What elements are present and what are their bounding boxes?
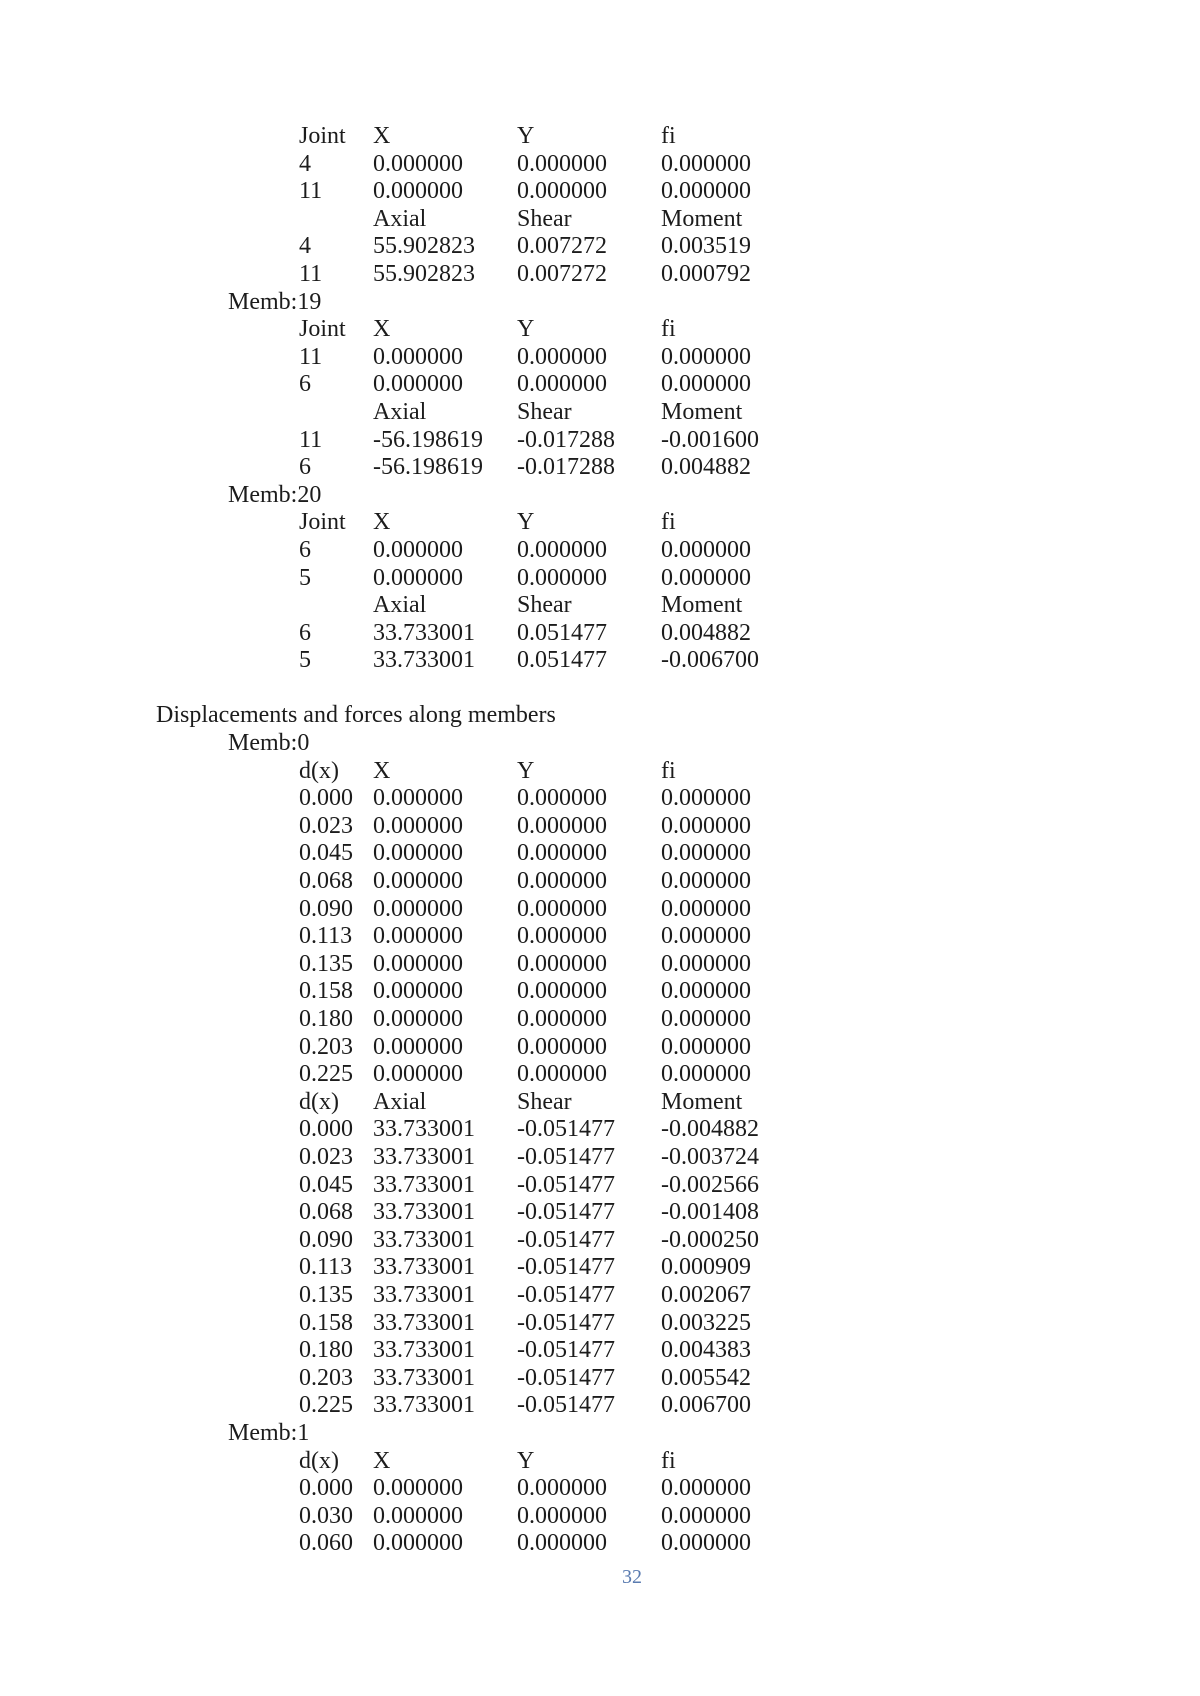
shear-cell: -0.051477	[517, 1143, 615, 1170]
member-heading	[0, 1420, 1200, 1448]
position-cell: 0.023	[299, 812, 353, 839]
x-cell: 0.000000	[373, 812, 463, 839]
column-header: Axial	[373, 398, 427, 425]
axial-cell: -56.198619	[373, 426, 483, 453]
moment-cell: 0.000909	[661, 1254, 751, 1281]
force-row	[0, 233, 1200, 261]
fi-cell: 0.000000	[661, 950, 751, 977]
fi-cell: 0.000000	[661, 978, 751, 1005]
position-cell: 0.203	[299, 1364, 353, 1391]
column-header-row	[0, 592, 1200, 620]
position-cell: 0.000	[299, 785, 353, 812]
position-cell: 0.158	[299, 978, 353, 1005]
axial-cell: 33.733001	[373, 1116, 475, 1143]
displacement-row	[0, 565, 1200, 593]
displacement-row	[0, 1006, 1200, 1034]
axial-cell: 33.733001	[373, 1364, 475, 1391]
y-cell: 0.000000	[517, 1502, 607, 1529]
column-header: X	[373, 1447, 391, 1474]
moment-cell: -0.001600	[661, 426, 759, 453]
y-cell: 0.000000	[517, 343, 607, 370]
column-header: Moment	[661, 205, 743, 232]
moment-cell: 0.000792	[661, 260, 751, 287]
axial-cell: 33.733001	[373, 1171, 475, 1198]
force-row	[0, 1337, 1200, 1365]
x-cell: 0.000000	[373, 1033, 463, 1060]
force-row	[0, 1282, 1200, 1310]
fi-cell: 0.000000	[661, 1502, 751, 1529]
y-cell: 0.000000	[517, 371, 607, 398]
shear-cell: 0.051477	[517, 647, 607, 674]
moment-cell: -0.002566	[661, 1171, 759, 1198]
axial-cell: 33.733001	[373, 1392, 475, 1419]
member-heading	[0, 482, 1200, 510]
y-cell: 0.000000	[517, 785, 607, 812]
moment-cell: -0.000250	[661, 1226, 759, 1253]
section-title-line	[0, 702, 1200, 730]
column-header: Shear	[517, 1088, 572, 1115]
force-row	[0, 1227, 1200, 1255]
position-cell: 0.203	[299, 1033, 353, 1060]
column-header: Axial	[373, 592, 427, 619]
position-cell: 0.000	[299, 1475, 353, 1502]
force-row	[0, 1172, 1200, 1200]
y-cell: 0.000000	[517, 178, 607, 205]
position-cell: 5	[299, 647, 311, 674]
axial-cell: 33.733001	[373, 1337, 475, 1364]
fi-cell: 0.000000	[661, 840, 751, 867]
displacement-row	[0, 1034, 1200, 1062]
member-heading	[0, 730, 1200, 758]
shear-cell: 0.051477	[517, 619, 607, 646]
position-cell: 11	[299, 178, 323, 205]
y-cell: 0.000000	[517, 868, 607, 895]
shear-cell: -0.051477	[517, 1337, 615, 1364]
column-header: X	[373, 509, 391, 536]
position-cell: 4	[299, 150, 311, 177]
column-header: Shear	[517, 592, 572, 619]
fi-cell: 0.000000	[661, 1033, 751, 1060]
y-cell: 0.000000	[517, 923, 607, 950]
displacement-row	[0, 978, 1200, 1006]
member-results-document	[0, 123, 1200, 1558]
displacement-row	[0, 868, 1200, 896]
x-cell: 0.000000	[373, 868, 463, 895]
x-cell: 0.000000	[373, 536, 463, 563]
fi-cell: 0.000000	[661, 1006, 751, 1032]
y-cell: 0.000000	[517, 536, 607, 563]
displacement-row	[0, 344, 1200, 372]
displacement-row	[0, 1530, 1200, 1558]
position-cell: 0.225	[299, 1392, 353, 1419]
force-row	[0, 1199, 1200, 1227]
position-cell: 0.090	[299, 895, 353, 922]
position-cell: 0.113	[299, 1254, 353, 1281]
axial-cell: -56.198619	[373, 454, 483, 481]
x-cell: 0.000000	[373, 1475, 463, 1502]
x-cell: 0.000000	[373, 785, 463, 812]
axial-cell: 55.902823	[373, 260, 475, 287]
force-row	[0, 1392, 1200, 1420]
axial-cell: 33.733001	[373, 619, 475, 646]
fi-cell: 0.000000	[661, 785, 751, 812]
force-row	[0, 647, 1200, 675]
axial-cell: 33.733001	[373, 1281, 475, 1308]
position-cell: 0.180	[299, 1337, 353, 1364]
displacement-row	[0, 813, 1200, 841]
position-cell: 0.068	[299, 868, 353, 895]
moment-cell: 0.004882	[661, 454, 751, 481]
shear-cell: -0.051477	[517, 1392, 615, 1419]
force-row	[0, 454, 1200, 482]
x-cell: 0.000000	[373, 178, 463, 205]
position-cell: 6	[299, 454, 311, 481]
column-header-row	[0, 758, 1200, 786]
fi-cell: 0.000000	[661, 1475, 751, 1502]
y-cell: 0.000000	[517, 1061, 607, 1088]
displacement-row	[0, 1503, 1200, 1531]
position-cell: 0.045	[299, 840, 353, 867]
displacement-row	[0, 1475, 1200, 1503]
position-cell: 5	[299, 564, 311, 591]
position-cell: 0.113	[299, 923, 353, 950]
force-row	[0, 261, 1200, 289]
force-row	[0, 1116, 1200, 1144]
column-header: Y	[517, 1447, 535, 1474]
x-cell: 0.000000	[373, 150, 463, 177]
member-label: Memb:20	[228, 481, 322, 508]
position-cell: 0.225	[299, 1061, 353, 1088]
shear-cell: -0.051477	[517, 1116, 615, 1143]
axial-cell: 33.733001	[373, 1143, 475, 1170]
y-cell: 0.000000	[517, 895, 607, 922]
y-cell: 0.000000	[517, 1033, 607, 1060]
fi-cell: 0.000000	[661, 812, 751, 839]
column-header: X	[373, 316, 391, 343]
moment-cell: 0.006700	[661, 1392, 751, 1419]
shear-cell: -0.051477	[517, 1171, 615, 1198]
position-cell: 0.045	[299, 1171, 353, 1198]
y-cell: 0.000000	[517, 840, 607, 867]
fi-cell: 0.000000	[661, 923, 751, 950]
fi-cell: 0.000000	[661, 868, 751, 895]
column-header: fi	[661, 1447, 676, 1474]
y-cell: 0.000000	[517, 564, 607, 591]
position-cell: 0.060	[299, 1530, 353, 1557]
x-cell: 0.000000	[373, 1061, 463, 1088]
column-header-row	[0, 123, 1200, 151]
column-header: fi	[661, 123, 676, 149]
column-header: Moment	[661, 398, 743, 425]
position-cell: 0.030	[299, 1502, 353, 1529]
displacement-row	[0, 537, 1200, 565]
position-cell: 0.068	[299, 1199, 353, 1226]
member-heading	[0, 289, 1200, 317]
shear-cell: -0.017288	[517, 426, 615, 453]
column-header: Shear	[517, 398, 572, 425]
position-cell: 0.090	[299, 1226, 353, 1253]
fi-cell: 0.000000	[661, 1530, 751, 1557]
x-cell: 0.000000	[373, 564, 463, 591]
y-cell: 0.000000	[517, 150, 607, 177]
axial-cell: 33.733001	[373, 1226, 475, 1253]
column-header-row	[0, 1089, 1200, 1117]
fi-cell: 0.000000	[661, 564, 751, 591]
column-header-row	[0, 509, 1200, 537]
x-cell: 0.000000	[373, 950, 463, 977]
y-cell: 0.000000	[517, 812, 607, 839]
member-label: Memb:19	[228, 288, 322, 315]
shear-cell: -0.051477	[517, 1281, 615, 1308]
force-row	[0, 1365, 1200, 1393]
force-row	[0, 620, 1200, 648]
position-cell: 6	[299, 619, 311, 646]
moment-cell: -0.001408	[661, 1199, 759, 1226]
position-cell: 0.158	[299, 1309, 353, 1336]
shear-cell: -0.051477	[517, 1309, 615, 1336]
column-header: Joint	[299, 123, 346, 149]
shear-cell: 0.007272	[517, 260, 607, 287]
moment-cell: -0.004882	[661, 1116, 759, 1143]
x-cell: 0.000000	[373, 840, 463, 867]
displacement-row	[0, 840, 1200, 868]
axial-cell: 55.902823	[373, 233, 475, 260]
displacement-row	[0, 1061, 1200, 1089]
column-header-row	[0, 206, 1200, 234]
column-header: Y	[517, 757, 535, 784]
position-cell: 0.135	[299, 1281, 353, 1308]
moment-cell: 0.004882	[661, 619, 751, 646]
moment-cell: 0.004383	[661, 1337, 751, 1364]
column-header: d(x)	[299, 1088, 339, 1115]
fi-cell: 0.000000	[661, 1061, 751, 1088]
position-cell: 6	[299, 536, 311, 563]
displacement-row	[0, 151, 1200, 179]
column-header: d(x)	[299, 757, 339, 784]
column-header: Moment	[661, 1088, 743, 1115]
displacement-row	[0, 923, 1200, 951]
axial-cell: 33.733001	[373, 1199, 475, 1226]
y-cell: 0.000000	[517, 1530, 607, 1557]
blank-line	[0, 675, 1200, 703]
x-cell: 0.000000	[373, 371, 463, 398]
force-row	[0, 1254, 1200, 1282]
axial-cell: 33.733001	[373, 1309, 475, 1336]
fi-cell: 0.000000	[661, 371, 751, 398]
y-cell: 0.000000	[517, 978, 607, 1005]
column-header-row	[0, 1448, 1200, 1476]
member-label: Memb:1	[228, 1419, 310, 1446]
position-cell: 11	[299, 260, 323, 287]
fi-cell: 0.000000	[661, 895, 751, 922]
column-header: Joint	[299, 509, 346, 536]
x-cell: 0.000000	[373, 895, 463, 922]
column-header: Joint	[299, 316, 346, 343]
x-cell: 0.000000	[373, 978, 463, 1005]
displacement-row	[0, 371, 1200, 399]
moment-cell: -0.003724	[661, 1143, 759, 1170]
x-cell: 0.000000	[373, 1530, 463, 1557]
shear-cell: -0.051477	[517, 1199, 615, 1226]
force-row	[0, 1310, 1200, 1338]
force-row	[0, 1144, 1200, 1172]
fi-cell: 0.000000	[661, 536, 751, 563]
y-cell: 0.000000	[517, 1475, 607, 1502]
column-header: Axial	[373, 1088, 427, 1115]
column-header: X	[373, 757, 391, 784]
position-cell: 4	[299, 233, 311, 260]
x-cell: 0.000000	[373, 1006, 463, 1032]
member-label: Memb:0	[228, 730, 310, 757]
column-header: fi	[661, 316, 676, 343]
shear-cell: -0.017288	[517, 454, 615, 481]
column-header-row	[0, 316, 1200, 344]
axial-cell: 33.733001	[373, 1254, 475, 1281]
x-cell: 0.000000	[373, 1502, 463, 1529]
moment-cell: 0.002067	[661, 1281, 751, 1308]
shear-cell: -0.051477	[517, 1254, 615, 1281]
position-cell: 0.135	[299, 950, 353, 977]
column-header: Axial	[373, 205, 427, 232]
page-number: 32	[622, 1566, 642, 1588]
axial-cell: 33.733001	[373, 647, 475, 674]
fi-cell: 0.000000	[661, 178, 751, 205]
shear-cell: -0.051477	[517, 1226, 615, 1253]
y-cell: 0.000000	[517, 1006, 607, 1032]
column-header: X	[373, 123, 391, 149]
moment-cell: 0.003225	[661, 1309, 751, 1336]
moment-cell: 0.005542	[661, 1364, 751, 1391]
position-cell: 6	[299, 371, 311, 398]
column-header: d(x)	[299, 1447, 339, 1474]
x-cell: 0.000000	[373, 343, 463, 370]
section-title: Displacements and forces along members	[156, 702, 556, 729]
fi-cell: 0.000000	[661, 343, 751, 370]
column-header: fi	[661, 509, 676, 536]
column-header: Y	[517, 123, 535, 149]
moment-cell: -0.006700	[661, 647, 759, 674]
force-row	[0, 427, 1200, 455]
position-cell: 11	[299, 426, 323, 453]
column-header: Shear	[517, 205, 572, 232]
displacement-row	[0, 951, 1200, 979]
column-header: fi	[661, 757, 676, 784]
column-header-row	[0, 399, 1200, 427]
shear-cell: -0.051477	[517, 1364, 615, 1391]
column-header: Y	[517, 509, 535, 536]
fi-cell: 0.000000	[661, 150, 751, 177]
position-cell: 0.000	[299, 1116, 353, 1143]
position-cell: 11	[299, 343, 323, 370]
displacement-row	[0, 896, 1200, 924]
column-header: Y	[517, 316, 535, 343]
column-header: Moment	[661, 592, 743, 619]
moment-cell: 0.003519	[661, 233, 751, 260]
position-cell: 0.023	[299, 1143, 353, 1170]
position-cell: 0.180	[299, 1006, 353, 1032]
x-cell: 0.000000	[373, 923, 463, 950]
displacement-row	[0, 178, 1200, 206]
displacement-row	[0, 785, 1200, 813]
y-cell: 0.000000	[517, 950, 607, 977]
shear-cell: 0.007272	[517, 233, 607, 260]
